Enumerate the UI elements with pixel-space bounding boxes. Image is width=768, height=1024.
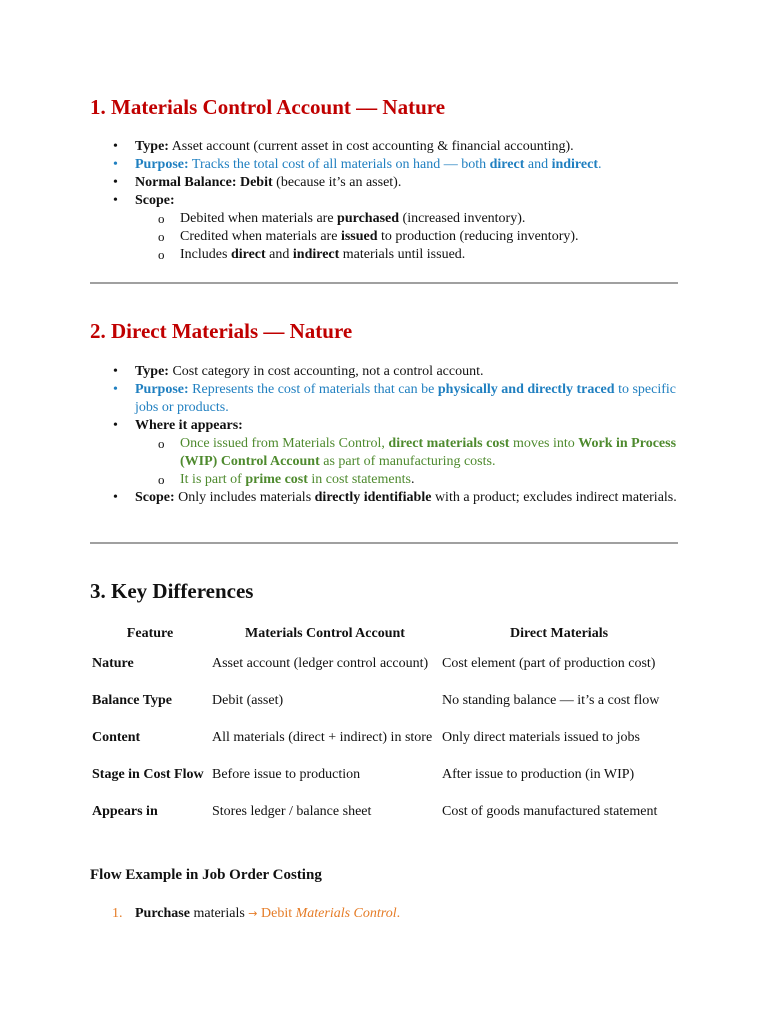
arrow-icon: → [248,907,258,920]
type-label: Type: [135,139,169,154]
scope-subitem: o Includes direct and indirect materials until issued. [135,246,678,264]
table-row [90,756,678,793]
table-cell-feature: Appears in [92,803,158,819]
table-header-row [90,623,678,645]
section1-heading: 1. Materials Control Account — Nature [90,95,446,119]
section2-purpose-item [90,381,678,417]
type-text: Cost category in cost accounting, not a control account. [168,364,484,379]
step-bold: Purchase [135,906,190,921]
table-cell-feature: Balance Type [92,692,172,708]
where-label: Where it appears: [135,418,243,433]
table-cell: Cost element (part of production cost) [442,655,656,671]
section2-list [90,363,678,507]
table-cell: Debit (asset) [212,692,284,708]
where-subitem: o Once issued from Materials Control, direct materials cost moves into Work in Process (WIP) Control Account as part of manufacturing costs. [135,435,678,471]
table-cell: Before issue to production [212,766,361,782]
purpose-bold-direct: direct [489,157,525,172]
section3-heading: 3. Key Differences [90,579,254,603]
flow-step [90,905,678,923]
section1-purpose-item [90,156,678,174]
section1-list [90,138,678,264]
scope-text: with a product; excludes indirect materials. [431,490,677,505]
table-cell-feature: Nature [92,655,134,671]
scope-sublist [135,210,678,264]
purpose-text: . [597,157,602,172]
differences-table [90,623,678,830]
table-cell: Asset account (ledger control account) [212,655,429,671]
section1-type-item [90,138,678,156]
normal-balance-value: Debit [236,175,273,190]
purpose-bold: physically and directly traced [437,382,615,397]
section2-scope-item [90,489,678,507]
purpose-text: Represents the cost of materials that can be [188,382,438,397]
purpose-bold-indirect: indirect [551,157,598,172]
section2-heading: 2. Direct Materials — Nature [90,319,353,343]
where-subitem: o It is part of prime cost in cost statements. [135,471,678,489]
table-cell-feature: Content [92,729,141,745]
purpose-label: Purpose: [135,157,189,172]
table-header: Materials Control Account [245,626,405,641]
type-text: Asset account (current asset in cost accounting & financial accounting). [168,139,574,154]
step-account: Materials Control [295,906,397,921]
table-cell: No standing balance — it’s a cost flow [442,692,660,708]
flow-heading: Flow Example in Job Order Costing [90,867,322,883]
table-cell: All materials (direct + indirect) in store [212,729,433,745]
scope-bold: directly identifiable [314,490,432,505]
section2-type-item [90,363,678,381]
section1-normal-balance-item [90,174,678,192]
table-cell: Stores ledger / balance sheet [212,803,372,819]
section-divider [90,542,678,544]
step-text: materials [189,906,249,921]
scope-subitem: o Credited when materials are issued to production (reducing inventory). [135,228,678,246]
normal-balance-text: (because it’s an asset). [272,175,402,190]
scope-label: Scope: [135,490,175,505]
table-header: Feature [126,626,174,641]
step-number: 1. [112,906,123,921]
table-cell: After issue to production (in WIP) [442,766,635,782]
table-row [90,682,678,719]
table-cell: Cost of goods manufactured statement [442,803,658,819]
scope-text: Only includes materials [174,490,315,505]
step-dot: . [396,906,401,921]
flow-list [90,905,678,923]
scope-label: Scope: [135,193,175,208]
purpose-text: to specific jobs or products. [135,382,676,415]
table-cell: Only direct materials issued to jobs [442,729,640,745]
purpose-text: Tracks the total cost of all materials on hand — both [188,157,490,172]
type-label: Type: [135,364,169,379]
section2-where-item [90,417,678,489]
table-row [90,793,678,830]
table-cell-feature: Stage in Cost Flow [92,766,204,782]
section1-scope-item [90,192,678,264]
table-row [90,719,678,756]
normal-balance-label: Normal Balance: [135,175,237,190]
purpose-text: and [524,157,552,172]
table-header: Direct Materials [509,626,609,641]
table-row [90,645,678,682]
section-divider [90,282,678,284]
scope-subitem: o Debited when materials are purchased (increased inventory). [135,210,678,228]
where-sublist [135,435,678,489]
step-debit: Debit [257,906,296,921]
purpose-label: Purpose: [135,382,189,397]
